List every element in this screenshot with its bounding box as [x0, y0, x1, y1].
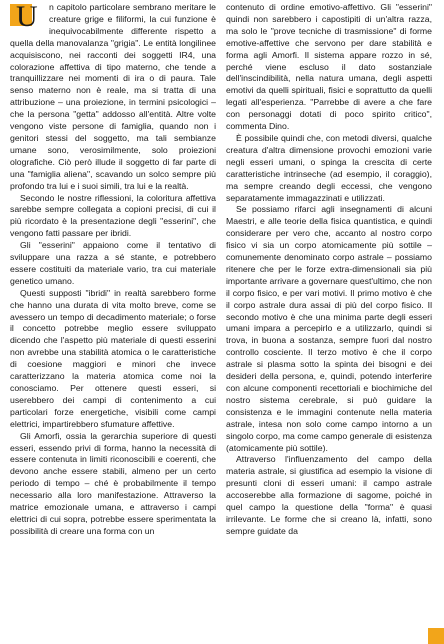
paragraph: Questi supposti "ibridi" in realtà sarebbero forme che hanno una durata di vita molto breve, come se avessero un tempo di decadimento materiale; o forse il concetto potrebbe meglio essere sviluppato dicendo che l'aspetto più materiale di questi esserini non avrebbe una stabilità atomica o le caratteristiche di coesione maggiori e minori che invece caratterizzano la materia atomica come noi la conosciamo. Per ottenere questi esseri, si userebbero dei campi di contenimento a cui particolari forze energetiche, visibili come campi elettrici, impartirebbero sfumature affettive. — [10, 287, 216, 429]
page-corner-tab — [428, 628, 444, 644]
paragraph-text: n capitolo particolare sembrano meritare le creature grige e filiformi, la cui funzione è inequivocabilmente differente rispetto a quella della manovalanza "grigia". Le entità longilinee acquisiscono, nei racconti dei soggetti IR4, una colorazione affettiva di tipo materno, che tende a tranquillizzare nei momenti di ira o di paura. Tale senso materno non è reale, ma si tratta di una attribuzione – una proiezione, in termini psicologici – che la persona "getta" addosso all'entità. Altre volte vengono viste persone di famiglia, quando non i genitori stessi del soggetto, ma tali sembianze umane sono, verosimilmente, solo proiezioni olografiche. Ciò però illude il soggetto di far parte di una "famiglia aliena", scavando un solco sempre più profondo tra lui e i suoi simili, tra lui e la realtà. — [10, 2, 216, 191]
paragraph: Secondo le nostre riflessioni, la coloritura affettiva sarebbe sempre collegata a copioni precisi, di cui il più ricordato è la presentazione degli "esserini", che vengono fatti passare per ibridi. — [10, 192, 216, 239]
paragraph: contenuto di ordine emotivo-affettivo. Gli "esserini" quindi non sarebbero i capostipiti di un'altra razza, ma solo le "prove tecniche di trasmissione" di forme emotive-affettive che servono per dare stabilità e forma agli Amorfi. Il sistema appare rozzo in sé, perché viene escluso il dato sostanziale dell'inscindibilità, nella natura umana, degli aspetti emotivi da quelli spirituali, fisici e soprattutto da quelli legati all'esperienza. "Parrebbe di avere a che fare con personaggi dotati di poco spirito critico", commenta Dino. — [226, 2, 432, 132]
left-column — [10, 2, 216, 642]
paragraph: Se possiamo rifarci agli insegnamenti di alcuni Maestri, e alle teorie della fisica quantistica, e quindi considerare per vero che, accanto al nostro corpo fisico vi sia un corpo atomicamente più sottile – comunemente denominato corpo astrale – possiamo ritenere che per le forze extra-dimensionali sia più importante arrivare a governare quest'ultimo, che non il corpo fisico, e per vari motivi. Il primo motivo è che il corpo astrale dura assai di più del corpo fisico. Il secondo motivo è che una minima parte degli esseri umani impara a percepirlo e a utilizzarlo, quindi si trova, in buona a sostanza, sempre fuori dal nostro controllo cosciente. Il terzo motivo è che il corpo astrale si plasma sotto la spinta dei bisogni e dei desideri della persona, e, quindi, potendo interferire con alcune componenti recettoriali e biochimiche del nostro sistema cerebrale, si può guidare la consistenza e le immagini contenute nella materia astrale, intesa non solo come campo intorno a un singolo corpo, ma come campo generale di esistenza (atomicamente più sottile). — [226, 204, 432, 453]
paragraph: Gli Amorfi, ossia la gerarchia superiore di questi esseri, essendo privi di forma, hanno la necessità di essere contenuta in limiti riconoscibili e coerenti, che devono anche essere stabili, almeno per un certo periodo di tempo – ché è probabilmente il tempo necessario alla loro manifestazione. Attraverso la matrice emozionale umana, e attraverso i campi elettrici di cui sopra, potrebbe essere sperimentata la possibilità di creare una forma con un — [10, 430, 216, 536]
paragraph: È possibile quindi che, con metodi diversi, qualche creatura d'altra dimensione provochi emozioni varie negli esseri umani, o spinga la crescita di certe caratteristiche intrinseche (ad esempio, il coraggio), ma sempre creando degli eccessi, che vengono separatamente immagazzinati e utilizzati. — [226, 132, 432, 203]
right-column — [226, 2, 432, 628]
paragraph: Attraverso l'influenzamento del campo della materia astrale, si giustifica ad esempio la visione di presunti cloni di esseri umani: il campo astrale accoserebbe alla formazione di sagome, poiché in quel campo la questione della "forma" è quasi irrilevante. Le forme che si creano là, infatti, sono sempre guidate da — [226, 454, 432, 536]
drop-cap-letter: U — [16, 2, 38, 33]
paragraph: Gli "esserini" appaiono come il tentativo di sviluppare una razza a sé stante, e potrebbero essere costituiti da materiale vario, tra cui materiale genetico umano. — [10, 240, 216, 286]
paragraph — [10, 2, 216, 193]
drop-cap — [10, 2, 44, 33]
